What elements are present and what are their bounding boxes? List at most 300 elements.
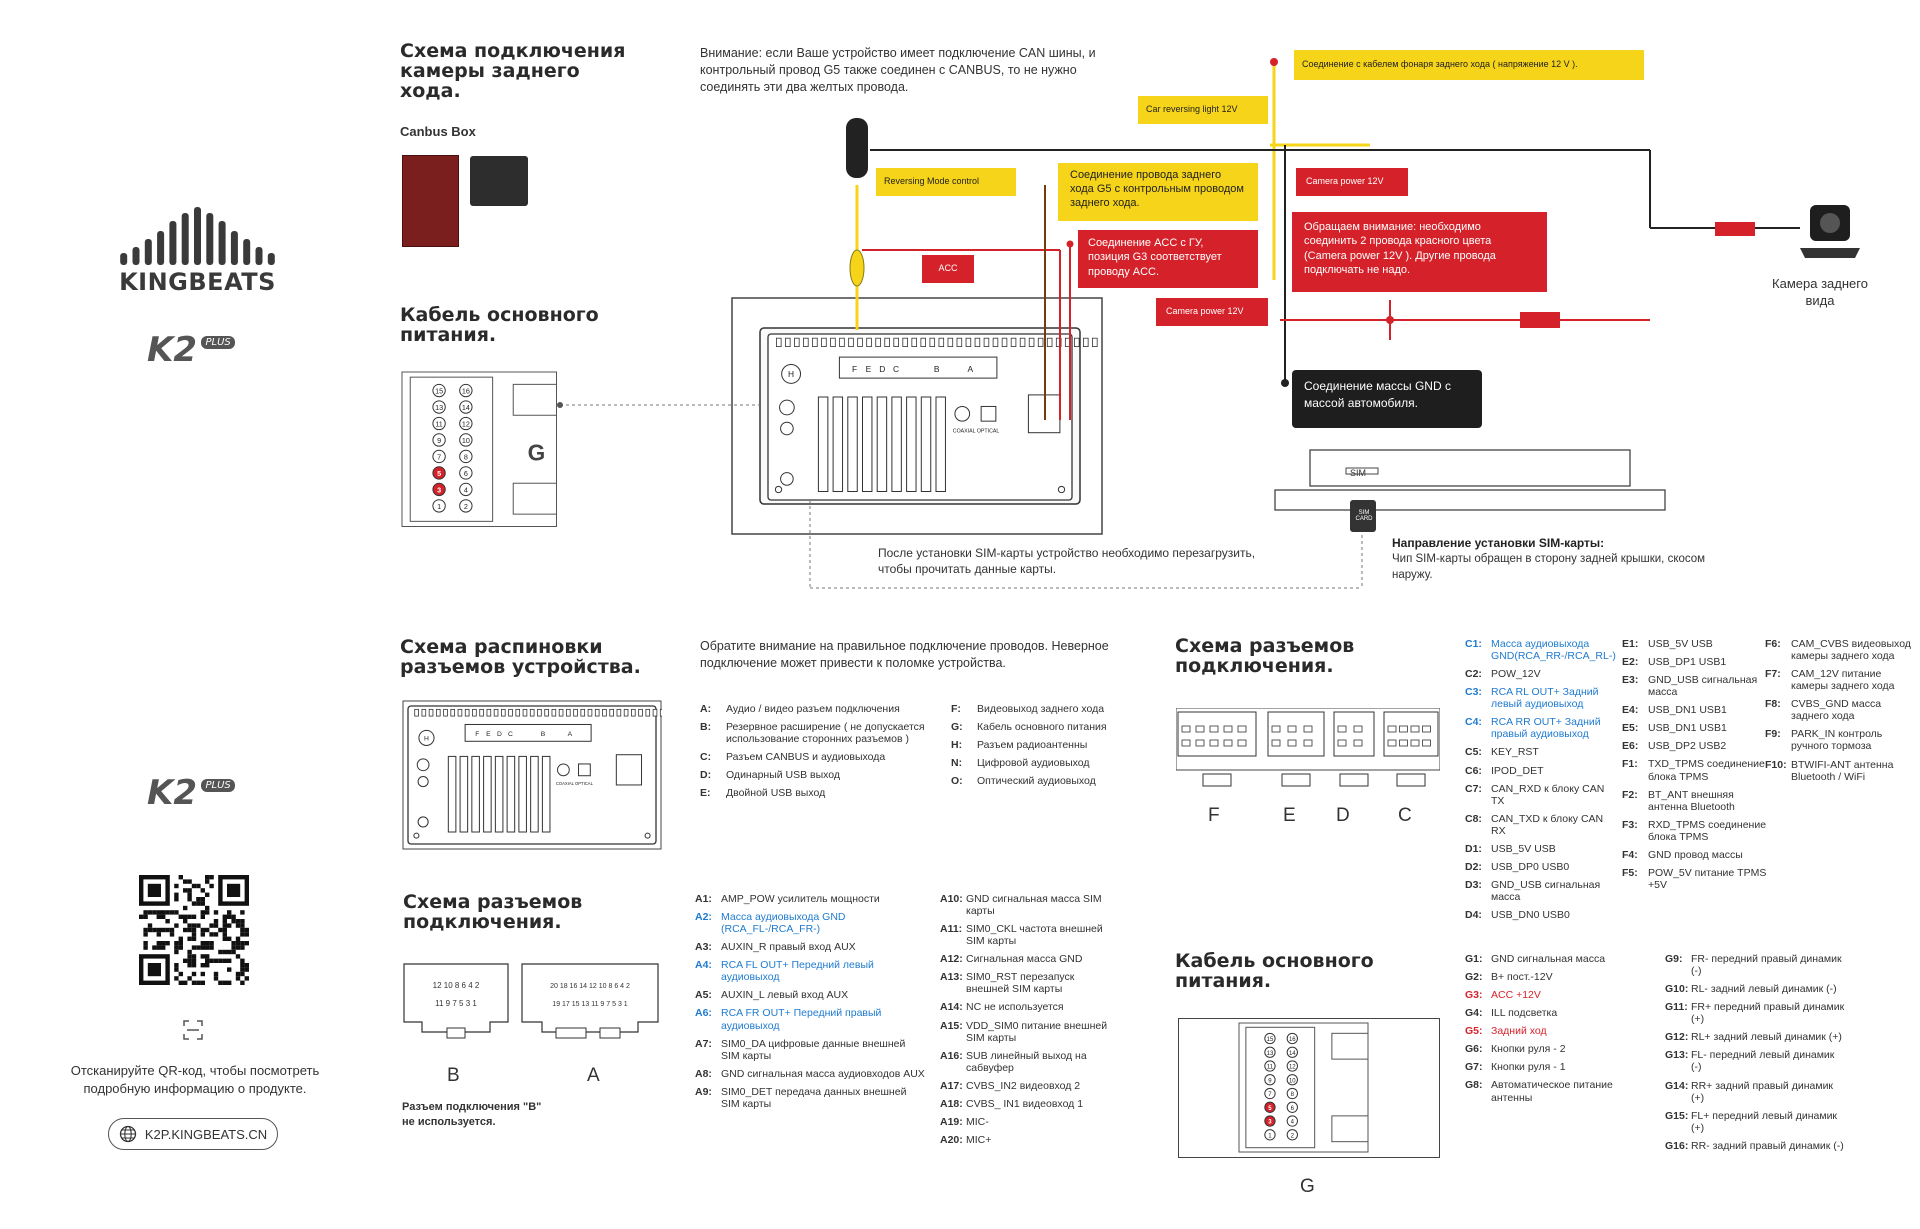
a-pins-col1 xyxy=(695,893,925,1116)
svg-text:7: 7 xyxy=(437,452,442,462)
pin-row xyxy=(1622,638,1772,650)
svg-text:10: 10 xyxy=(461,436,470,446)
pin-key: A14: xyxy=(940,1001,963,1014)
pin-key: A15: xyxy=(940,1019,963,1032)
canbus-warning: Внимание: если Ваше устройство имеет подключение CAN шины, и контрольный провод G5 также соединен с CANBUS, то не нужно соединять эти два желтых провода. xyxy=(700,46,1096,94)
pinout-warning: Обратите внимание на правильное подключение проводов. Неверное подключение может привести к поломке устройства. xyxy=(700,639,1109,670)
website-button[interactable] xyxy=(108,1118,278,1150)
a-letter: A xyxy=(587,1065,600,1086)
pin-row xyxy=(1765,638,1915,662)
pin-key: A18: xyxy=(940,1097,963,1110)
pin-row xyxy=(1465,765,1615,777)
pin-desc: Резервное расширение ( не допускается использование сторонних разъемов ) xyxy=(726,721,925,746)
pin-key: G13: xyxy=(1665,1049,1689,1062)
pin-row xyxy=(951,757,1141,769)
pin-desc: Кнопки руля - 1 xyxy=(1491,1061,1566,1074)
pin-key: A8: xyxy=(695,1067,712,1080)
pin-row xyxy=(951,703,1141,715)
pin-row xyxy=(695,911,925,935)
pin-desc: RR- задний правый динамик (-) xyxy=(1691,1139,1844,1152)
pin-desc: USB_DP1 USB1 xyxy=(1648,656,1727,669)
pin-row xyxy=(940,971,1120,995)
globe-icon xyxy=(119,1125,137,1143)
svg-text:4: 4 xyxy=(1290,1119,1294,1126)
svg-text:11: 11 xyxy=(435,419,443,429)
pin-key: G15: xyxy=(1665,1109,1689,1122)
svg-text:12: 12 xyxy=(1288,1064,1296,1071)
pin-row xyxy=(940,1116,1120,1128)
c-d-pins xyxy=(1465,638,1615,927)
pin-desc: Аудио / видео разъем подключения xyxy=(726,703,900,715)
power-cable-title-2: Кабель основного питания. xyxy=(1175,950,1374,992)
pin-key: A2: xyxy=(695,911,712,924)
pin-desc: USB_DP2 USB2 xyxy=(1648,740,1727,753)
pin-row xyxy=(1665,983,1845,995)
pin-desc: GND_USB сигнальная масса xyxy=(1648,674,1758,699)
pin-row xyxy=(1765,698,1915,722)
pinout-title: Схема распиновки разъемов устройства. xyxy=(400,636,641,678)
pin-row xyxy=(700,769,930,781)
pin-desc: RXD_TPMS соединение блока TPMS xyxy=(1648,818,1767,843)
pin-row xyxy=(1665,1080,1845,1104)
pin-desc: ACC +12V xyxy=(1491,989,1541,1002)
pin-key: C8: xyxy=(1465,812,1482,825)
power-letter-g: G xyxy=(1300,1176,1315,1197)
head-unit-small xyxy=(402,700,662,850)
pin-key: G: xyxy=(951,721,963,734)
svg-text:B: B xyxy=(933,363,940,374)
pin-key: A: xyxy=(700,703,712,715)
a-top-pins: 20 18 16 14 12 10 8 6 4 2 xyxy=(550,983,630,990)
pin-key: C7: xyxy=(1465,782,1482,795)
pin-row xyxy=(1465,783,1615,807)
pin-key: E3: xyxy=(1622,674,1639,687)
svg-text:4: 4 xyxy=(463,485,468,495)
pin-desc: ILL подсветка xyxy=(1491,1007,1558,1020)
pin-key: B: xyxy=(700,721,712,734)
svg-text:H: H xyxy=(787,369,795,380)
pin-row xyxy=(1465,1043,1640,1055)
svg-text:D: D xyxy=(879,363,886,374)
reversing-mode-label: Reversing Mode control xyxy=(876,168,1016,196)
connector-letter-e: E xyxy=(1283,805,1296,826)
pin-row xyxy=(1622,867,1772,891)
pin-key: C2: xyxy=(1465,668,1482,681)
pin-row xyxy=(951,739,1141,751)
pin-key: G9: xyxy=(1665,953,1683,965)
svg-text:D: D xyxy=(497,731,502,739)
model-logo-top: K2 $^{PLUS}$ xyxy=(147,330,235,370)
pin-row xyxy=(1665,1140,1845,1152)
pin-key: A6: xyxy=(695,1007,712,1020)
pin-row xyxy=(695,989,925,1001)
pin-key: G14: xyxy=(1665,1079,1689,1092)
a-bottom-pins: 19 17 15 13 11 9 7 5 3 1 xyxy=(552,1001,628,1008)
pin-row xyxy=(695,1068,925,1080)
pin-key: A10: xyxy=(940,893,963,905)
svg-text:13: 13 xyxy=(435,403,444,413)
pin-row xyxy=(1465,746,1615,758)
svg-text:5: 5 xyxy=(437,469,442,479)
pin-key: G6: xyxy=(1465,1043,1483,1056)
camera-power-label-1: Camera power 12V xyxy=(1296,168,1408,196)
g-pins-col2 xyxy=(1665,953,1845,1158)
pin-desc: USB_DP0 USB0 xyxy=(1491,860,1570,873)
pin-row xyxy=(940,1134,1120,1146)
pin-key: F9: xyxy=(1765,728,1781,741)
pin-desc: Оптический аудиовыход xyxy=(977,775,1096,788)
pin-key: C3: xyxy=(1465,686,1482,699)
pinout-list-right xyxy=(951,703,1141,793)
pin-desc: GND сигнальная масса xyxy=(1491,953,1606,965)
pin-key: A19: xyxy=(940,1115,963,1128)
pin-key: H: xyxy=(951,739,963,752)
pin-row xyxy=(700,751,930,763)
connector-letter-c: C xyxy=(1398,805,1412,826)
pin-desc: Сигнальная масса GND xyxy=(966,953,1083,966)
pin-row xyxy=(1465,1061,1640,1073)
pin-row xyxy=(1622,656,1772,668)
pin-row xyxy=(695,941,925,953)
pin-desc: GND сигнальная масса аудиовходов AUX xyxy=(721,1067,925,1080)
wiring-diagram xyxy=(0,0,1920,600)
connector-letter-d: D xyxy=(1336,805,1350,826)
pin-row xyxy=(695,893,925,905)
pin-desc: FL- передний левый динамик (-) xyxy=(1691,1049,1835,1074)
pin-desc: Масса аудиовыхода GND(RCA_RR-/RCA_RL-) xyxy=(1491,638,1616,663)
pin-desc: KEY_RST xyxy=(1491,746,1539,759)
pin-key: D1: xyxy=(1465,842,1482,855)
pin-row xyxy=(1665,1049,1845,1073)
connector-letter-f: F xyxy=(1208,805,1220,826)
pin-desc: USB_5V USB xyxy=(1491,842,1556,855)
svg-text:16: 16 xyxy=(1288,1037,1296,1044)
pin-key: E6: xyxy=(1622,740,1639,753)
svg-text:3: 3 xyxy=(437,485,442,495)
pin-key: E1: xyxy=(1622,638,1639,650)
pin-row xyxy=(1465,668,1615,680)
pin-row xyxy=(1465,989,1640,1001)
pin-desc: USB_DN1 USB1 xyxy=(1648,704,1727,717)
pin-desc: AUXIN_R правый вход AUX xyxy=(721,941,856,954)
pin-desc: AUXIN_L левый вход AUX xyxy=(721,989,849,1002)
svg-text:7: 7 xyxy=(1268,1092,1272,1099)
svg-text:COAXIAL OPTICAL: COAXIAL OPTICAL xyxy=(555,780,593,786)
acc-connection-label: Соединение ACC с ГУ, позиция G3 соответствует проводу ACC. xyxy=(1078,230,1258,288)
pin-key: D: xyxy=(700,769,712,782)
pin-key: A16: xyxy=(940,1049,963,1062)
pin-row xyxy=(1465,638,1615,662)
pinout-list-left xyxy=(700,703,930,805)
ab-connectors-title: Схема разъемов подключения. xyxy=(403,891,583,933)
pin-row xyxy=(1765,728,1915,752)
svg-text:10: 10 xyxy=(1288,1078,1296,1085)
g-pins-col1 xyxy=(1465,953,1640,1110)
model-logo-bottom: K2 $^{PLUS}$ xyxy=(147,773,235,813)
pin-row xyxy=(1622,789,1772,813)
website-link: K2P.KINGBEATS.CN xyxy=(144,1126,268,1142)
pin-desc: Видеовыход заднего хода xyxy=(977,703,1105,715)
pin-desc: RCA FL OUT+ Передний левый аудиовыход xyxy=(721,959,874,984)
cf-connectors-title: Схема разъемов подключения. xyxy=(1175,635,1355,677)
pin-desc: SIM0_DA цифровые данные внешней SIM карты xyxy=(721,1037,906,1062)
pin-row xyxy=(940,1098,1120,1110)
pin-row xyxy=(1465,953,1640,965)
pin-desc: VDD_SIM0 питание внешней SIM карты xyxy=(966,1019,1108,1044)
pin-desc: SUB линейный выход на сабвуфер xyxy=(966,1049,1087,1074)
pin-desc: Цифровой аудиовыход xyxy=(977,757,1090,770)
g5-connection-label: Соединение провода заднего хода G5 с контрольным проводом заднего хода. xyxy=(1058,163,1258,221)
pin-desc: CAN_RXD к блоку CAN TX xyxy=(1491,782,1605,807)
brand-name: KINGBEATS xyxy=(119,268,276,296)
pin-row xyxy=(951,721,1141,733)
pin-desc: Одинарный USB выход xyxy=(726,769,841,782)
pin-row xyxy=(700,721,930,745)
pin-key: A17: xyxy=(940,1079,963,1092)
pin-desc: GND_USB сигнальная масса xyxy=(1491,878,1601,903)
pin-row xyxy=(940,1080,1120,1092)
svg-text:14: 14 xyxy=(1288,1050,1296,1057)
pin-key: F6: xyxy=(1765,638,1781,650)
pin-row xyxy=(1465,909,1615,921)
pin-desc: SIM0_RST перезапуск внешней SIM карты xyxy=(966,971,1075,996)
pin-desc: CAM_CVBS видеовыход камеры заднего хода xyxy=(1791,638,1911,663)
cf-connectors-diagram xyxy=(1176,708,1440,798)
pin-desc: Кнопки руля - 2 xyxy=(1491,1043,1566,1056)
svg-text:9: 9 xyxy=(1268,1078,1272,1085)
car-reversing-light-label: Car reversing light 12V xyxy=(1138,96,1268,124)
power-cable-title: Кабель основного питания. xyxy=(400,304,599,346)
pin-key: D3: xyxy=(1465,878,1482,891)
pin-row xyxy=(940,1050,1120,1074)
svg-text:F: F xyxy=(852,363,858,374)
svg-text:A: A xyxy=(967,363,974,374)
svg-text:G: G xyxy=(527,439,546,466)
pin-desc: FR+ передний правый динамик (+) xyxy=(1691,1001,1845,1026)
svg-text:14: 14 xyxy=(461,403,470,413)
pin-row xyxy=(1465,971,1640,983)
svg-text:15: 15 xyxy=(1266,1037,1274,1044)
pin-row xyxy=(1765,759,1915,783)
pin-desc: CAM_12V питание камеры заднего хода xyxy=(1791,668,1895,693)
svg-text:C: C xyxy=(507,731,513,739)
b-not-used-note: Разъем подключения "B" не используется. xyxy=(402,1101,542,1128)
pin-desc: TXD_TPMS соединение блока TPMS xyxy=(1648,758,1765,783)
pin-row xyxy=(1622,674,1772,698)
pin-desc: CVBS_ IN1 видеовход 1 xyxy=(966,1097,1084,1110)
pin-desc: IPOD_DET xyxy=(1491,764,1544,777)
pin-desc: Кабель основного питания xyxy=(977,721,1107,734)
a-connector xyxy=(520,962,660,1048)
pin-row xyxy=(695,1007,925,1031)
svg-text:8: 8 xyxy=(463,452,468,462)
pin-row xyxy=(1622,849,1772,861)
pin-desc: AMP_POW усилитель мощности xyxy=(721,893,880,905)
pin-desc: FR- передний правый динамик (-) xyxy=(1691,953,1842,978)
pin-row xyxy=(1465,861,1615,873)
svg-text:8: 8 xyxy=(1290,1092,1294,1099)
svg-text:9: 9 xyxy=(437,436,442,446)
sim-label: SIM xyxy=(1350,468,1367,478)
pin-desc: PARK_IN контроль ручного тормоза xyxy=(1791,728,1883,753)
pin-desc: BTWIFI-ANT антенна Bluetooth / WiFi xyxy=(1791,758,1894,783)
pin-desc: RCA RR OUT+ Задний правый аудиовыход xyxy=(1491,716,1601,741)
pin-key: A4: xyxy=(695,959,712,972)
svg-text:2: 2 xyxy=(463,501,468,511)
pin-desc: RCA RL OUT+ Задний левый аудиовыход xyxy=(1491,686,1599,711)
pin-desc: MIC- xyxy=(966,1115,989,1128)
pin-key: F: xyxy=(951,703,961,715)
pin-row xyxy=(1465,1079,1640,1103)
pin-key: C4: xyxy=(1465,716,1482,729)
svg-text:H: H xyxy=(423,735,429,743)
pin-desc: SIM0_DET передача данных внешней SIM карты xyxy=(721,1085,907,1110)
acc-label: ACC xyxy=(922,255,974,283)
pin-row xyxy=(1622,758,1772,782)
pin-key: F7: xyxy=(1765,668,1781,681)
pin-row xyxy=(695,1038,925,1062)
pin-key: A5: xyxy=(695,989,712,1002)
pin-desc: BT_ANT внешняя антенна Bluetooth xyxy=(1648,788,1735,813)
pin-row xyxy=(940,1020,1120,1044)
pin-key: D4: xyxy=(1465,909,1482,922)
svg-text:1: 1 xyxy=(1268,1133,1272,1140)
camera-section-title: Схема подключения камеры заднего хода. xyxy=(400,40,626,102)
pin-key: A3: xyxy=(695,941,712,954)
camera-label: Камера заднего вида xyxy=(1772,276,1868,308)
pin-row xyxy=(1622,722,1772,734)
pin-key: F4: xyxy=(1622,848,1638,861)
canbus-label: Canbus Box xyxy=(400,124,476,139)
svg-text:C: C xyxy=(892,363,900,374)
svg-text:12: 12 xyxy=(461,419,470,429)
pin-row xyxy=(1622,704,1772,716)
pin-row xyxy=(940,923,1120,947)
qr-caption: Отсканируйте QR-код, чтобы посмотреть подробную информацию о продукте. xyxy=(70,1063,320,1097)
pin-key: E: xyxy=(700,787,711,800)
pin-key: G1: xyxy=(1465,953,1483,965)
pin-desc: Разъем радиоантенны xyxy=(977,739,1088,752)
pin-row xyxy=(940,953,1120,965)
svg-text:F: F xyxy=(475,731,480,739)
pin-key: A13: xyxy=(940,971,963,984)
pin-desc: B+ пост.-12V xyxy=(1491,971,1553,984)
pin-key: A9: xyxy=(695,1085,712,1098)
pin-row xyxy=(1465,843,1615,855)
pin-desc: USB_DN1 USB1 xyxy=(1648,722,1727,735)
pin-key: G2: xyxy=(1465,971,1483,984)
f-pins-2 xyxy=(1765,638,1915,789)
pin-key: A1: xyxy=(695,893,712,905)
pin-desc: FL+ передний левый динамик (+) xyxy=(1691,1109,1838,1134)
pin-desc: CVBS_GND масса заднего хода xyxy=(1791,698,1882,723)
pin-desc: RL- задний левый динамик (-) xyxy=(1691,983,1837,996)
gnd-connection-label: Соединение массы GND с массой автомобиля. xyxy=(1292,370,1482,428)
pin-row xyxy=(1665,953,1845,977)
a-pins-col2 xyxy=(940,893,1120,1152)
svg-text:6: 6 xyxy=(1290,1105,1294,1112)
pin-desc: Разъем CANBUS и аудиовыхода xyxy=(726,751,886,764)
svg-text:A: A xyxy=(567,731,573,739)
pin-key: G3: xyxy=(1465,989,1483,1002)
pin-desc: GND провод массы xyxy=(1648,848,1743,861)
pin-key: E2: xyxy=(1622,656,1639,669)
pin-row xyxy=(1465,879,1615,903)
svg-text:15: 15 xyxy=(435,386,444,396)
pin-row xyxy=(1622,819,1772,843)
e-f-pins xyxy=(1622,638,1772,897)
pin-desc: RL+ задний левый динамик (+) xyxy=(1691,1031,1842,1044)
pin-row xyxy=(1465,1007,1640,1019)
pin-row xyxy=(1665,1031,1845,1043)
pin-key: O: xyxy=(951,775,963,788)
pin-row xyxy=(1465,716,1615,740)
svg-text:13: 13 xyxy=(1266,1050,1274,1057)
pin-desc: SIM0_CKL частота внешней SIM карты xyxy=(966,923,1103,948)
pin-key: G8: xyxy=(1465,1079,1483,1092)
pin-row xyxy=(695,1086,925,1110)
pin-key: G12: xyxy=(1665,1031,1689,1044)
svg-text:11: 11 xyxy=(1266,1064,1274,1071)
qr-code-image xyxy=(139,875,249,985)
pin-key: G7: xyxy=(1465,1061,1483,1074)
camera-power-label-2: Camera power 12V xyxy=(1156,298,1268,326)
pin-desc: CVBS_IN2 видеовход 2 xyxy=(966,1079,1081,1092)
svg-text:E: E xyxy=(486,731,491,739)
qr-code[interactable] xyxy=(139,875,249,985)
pin-row xyxy=(1665,1001,1845,1025)
pin-key: F1: xyxy=(1622,758,1638,771)
g-connector-diagram-2 xyxy=(1178,1018,1440,1158)
b-connector xyxy=(402,962,510,1048)
pin-desc: Двойной USB выход xyxy=(726,787,826,800)
pin-row xyxy=(1765,668,1915,692)
svg-text:6: 6 xyxy=(463,469,468,479)
sim-direction-title: Направление установки SIM-карты: xyxy=(1392,536,1605,550)
pin-key: A7: xyxy=(695,1037,712,1050)
pin-key: F8: xyxy=(1765,698,1781,711)
pin-desc: MIC+ xyxy=(966,1133,992,1146)
pin-key: C1: xyxy=(1465,638,1482,650)
pin-row xyxy=(700,787,930,799)
pin-key: F5: xyxy=(1622,866,1638,879)
svg-text:E: E xyxy=(865,363,872,374)
sim-reboot-note: После установки SIM-карты устройство необходимо перезагрузить, чтобы прочитать данные карты. xyxy=(878,546,1256,577)
pin-row xyxy=(1465,686,1615,710)
svg-text:1: 1 xyxy=(437,501,442,511)
pin-row xyxy=(1465,1025,1640,1037)
pin-desc: USB_DN0 USB0 xyxy=(1491,909,1570,922)
pin-key: D2: xyxy=(1465,860,1482,873)
pin-key: A20: xyxy=(940,1133,963,1146)
pin-key: F3: xyxy=(1622,818,1638,831)
sim-direction-text: Чип SIM-карты обращен в сторону задней крышки, скосом наружу. xyxy=(1392,553,1706,581)
b-bottom-pins: 11 9 7 5 3 1 xyxy=(435,999,477,1008)
pin-row xyxy=(695,959,925,983)
pin-desc: POW_5V питание TPMS +5V xyxy=(1648,866,1767,891)
pin-key: G4: xyxy=(1465,1007,1483,1020)
pin-key: C6: xyxy=(1465,764,1482,777)
pin-key: A11: xyxy=(940,923,963,936)
pin-key: N: xyxy=(951,757,963,770)
pin-desc: Масса аудиовыхода GND (RCA_FL-/RCA_FR-) xyxy=(721,911,846,936)
rear-light-connection-label: Соединение с кабелем фонаря заднего хода ( напряжение 12 V ). xyxy=(1294,50,1644,80)
pin-desc: GND сигнальная масса SIM карты xyxy=(966,893,1102,918)
pin-key: E4: xyxy=(1622,704,1639,717)
pin-key: C: xyxy=(700,751,712,764)
pin-row xyxy=(1465,813,1615,837)
pin-key: F2: xyxy=(1622,788,1638,801)
